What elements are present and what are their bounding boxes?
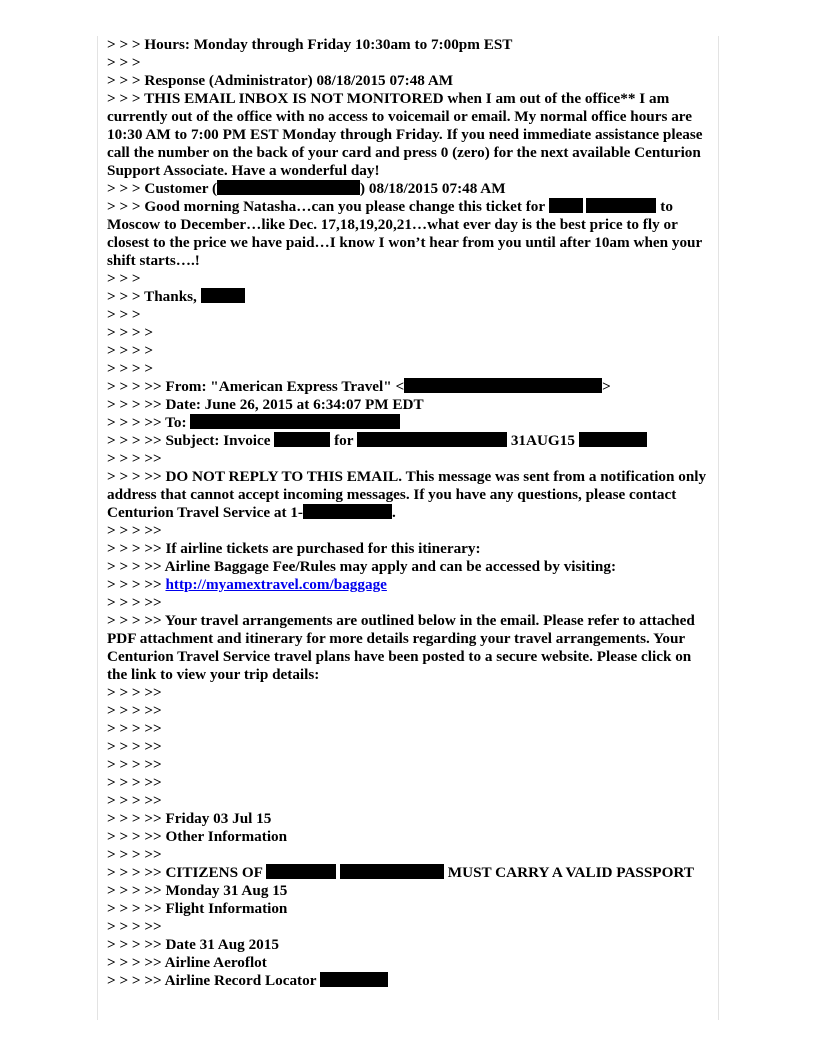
quote-blank-line: > > > >> [107, 918, 162, 935]
quote-blank-line: > > > >> [107, 720, 162, 737]
airline-tickets-line: > > > >> If airline tickets are purchased for this itinerary: [107, 540, 481, 557]
to-prefix: > > > >> To: [107, 414, 187, 431]
auto-reply-paragraph: > > > THIS EMAIL INBOX IS NOT MONITORED when I am out of the office** I am currently out of the office with no access to voicemail or email. My normal office hours are 10:30 AM to 7:00 PM EST Monday through Friday. If you need immediate assistance please call the number on the back of your card and press 0 (zero) for the next available Centurion Support Associate. Have a wonderful day! [107, 90, 703, 179]
redaction-bar [274, 432, 330, 447]
flight-date-line: > > > >> Date 31 Aug 2015 [107, 936, 279, 953]
message-part-2: to Moscow to December…like Dec. 17,18,19,20,21…what ever day is the best price to fly or closest to the price we have paid…I know I won’t hear from you until after 10am when your shift starts….! [107, 198, 702, 269]
from-suffix: > [602, 378, 611, 395]
redaction-bar [217, 180, 360, 195]
redaction-bar [266, 864, 336, 879]
redaction-bar [579, 432, 647, 447]
date-line: > > > >> Date: June 26, 2015 at 6:34:07 PM EDT [107, 396, 424, 413]
citizens-suffix: MUST CARRY A VALID PASSPORT [447, 864, 694, 881]
redaction-bar [320, 972, 388, 987]
other-information-line: > > > >> Other Information [107, 828, 288, 845]
quote-blank-line: > > > >> [107, 792, 162, 809]
subject-prefix: > > > >> Subject: Invoice [107, 432, 271, 449]
friday-line: > > > >> Friday 03 Jul 15 [107, 810, 272, 827]
customer-message-paragraph [107, 198, 713, 270]
quote-blank-line: > > > >> [107, 450, 162, 467]
message-part-1: > > > Good morning Natasha…can you please change this ticket for [107, 198, 545, 215]
quote-blank-line: > > > >> [107, 702, 162, 719]
quote-blank-line: > > > >> [107, 594, 162, 611]
citizens-paragraph [107, 864, 713, 882]
airline-name-line: > > > >> Airline Aeroflot [107, 954, 267, 971]
thanks-text: > > > Thanks, [107, 288, 197, 305]
from-prefix: > > > >> From: "American Express Travel" < [107, 378, 405, 395]
baggage-link[interactable]: http://myamextravel.com/baggage [165, 576, 387, 593]
quote-blank-line: > > > >> [107, 738, 162, 755]
subject-line [107, 432, 713, 450]
thanks-line [107, 288, 713, 306]
citizens-prefix: > > > >> CITIZENS OF [107, 864, 263, 881]
redaction-bar [586, 198, 656, 213]
quote-blank-line: > > > > [107, 324, 154, 341]
quote-blank-line: > > > >> [107, 846, 162, 863]
quote-blank-line: > > > > [107, 360, 154, 377]
email-body [107, 36, 713, 990]
customer-prefix: > > > Customer ( [107, 180, 218, 197]
monday-line: > > > >> Monday 31 Aug 15 [107, 882, 288, 899]
quote-blank-line: > > > >> [107, 756, 162, 773]
customer-suffix: ) 08/18/2015 07:48 AM [360, 180, 506, 197]
customer-line [107, 180, 713, 198]
redaction-bar [357, 432, 507, 447]
redaction-bar [404, 378, 602, 393]
redaction-bar [201, 288, 245, 303]
quote-blank-line: > > > [107, 54, 141, 71]
quote-blank-line: > > > >> [107, 522, 162, 539]
do-not-reply-text: > > > >> DO NOT REPLY TO THIS EMAIL. This message was sent from a notification only address that cannot accept incoming messages. If you have any questions, please contact Centurion Travel Service at 1- [107, 468, 707, 521]
travel-arrangements-paragraph: > > > >> Your travel arrangements are outlined below in the email. Please refer to attached PDF attachment and itinerary for more details regarding your travel arrangements. Your Centurion Travel Service travel plans have been posted to a secure website. Please click on the link to view your trip details: [107, 612, 695, 683]
quote-blank-line: > > > [107, 270, 141, 287]
redaction-bar [303, 504, 392, 519]
subject-for: for [334, 432, 354, 449]
quote-blank-line: > > > > [107, 342, 154, 359]
locator-prefix: > > > >> Airline Record Locator [107, 972, 317, 989]
redaction-bar [190, 414, 400, 429]
quote-blank-line: > > > >> [107, 774, 162, 791]
from-line [107, 378, 713, 396]
to-line [107, 414, 713, 432]
link-prefix: > > > >> [107, 576, 162, 593]
quote-blank-line: > > > >> [107, 684, 162, 701]
subject-date: 31AUG15 [510, 432, 575, 449]
do-not-reply-end: . [392, 504, 396, 521]
redaction-bar [549, 198, 583, 213]
response-header-line: > > > Response (Administrator) 08/18/2015 07:48 AM [107, 72, 454, 89]
baggage-link-line [107, 576, 713, 594]
baggage-rules-line: > > > >> Airline Baggage Fee/Rules may apply and can be accessed by visiting: [107, 558, 617, 575]
quote-blank-line: > > > [107, 306, 141, 323]
record-locator-line [107, 972, 713, 990]
flight-information-line: > > > >> Flight Information [107, 900, 288, 917]
left-margin-rule [97, 36, 98, 1020]
redaction-bar [340, 864, 444, 879]
right-margin-rule [718, 36, 719, 1020]
do-not-reply-paragraph [107, 468, 713, 522]
hours-line: > > > Hours: Monday through Friday 10:30am to 7:00pm EST [107, 36, 513, 53]
